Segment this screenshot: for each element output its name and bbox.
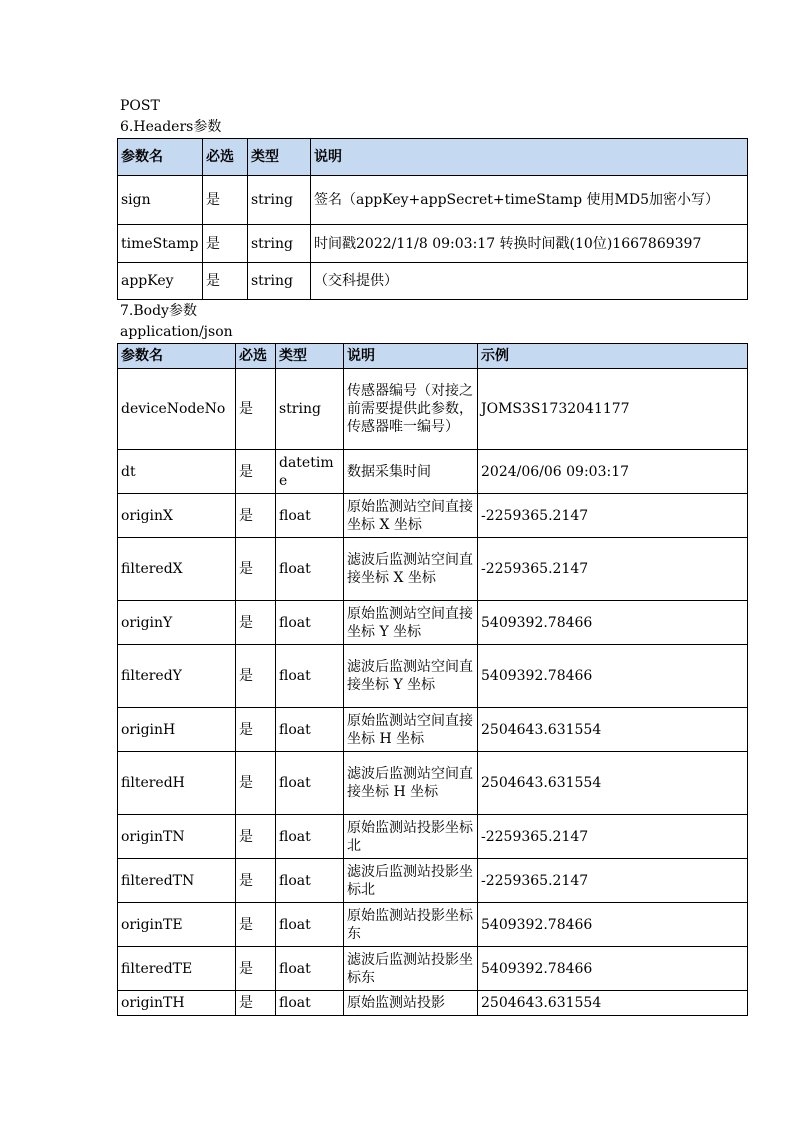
table-row xyxy=(118,225,748,263)
param-type: float xyxy=(276,708,344,752)
param-required: 是 xyxy=(236,903,276,947)
body-table xyxy=(117,343,748,1016)
param-type: float xyxy=(276,859,344,903)
body-section-title: 7.Body参数 xyxy=(120,303,197,319)
param-required: 是 xyxy=(203,225,248,263)
param-name: filteredH xyxy=(118,752,236,815)
param-type: float xyxy=(276,645,344,708)
param-name: filteredY xyxy=(118,645,236,708)
param-example: 5409392.78466 xyxy=(478,903,748,947)
param-example: JOMS3S1732041177 xyxy=(478,369,748,450)
param-type: datetime xyxy=(276,450,344,494)
table-row xyxy=(118,369,748,450)
param-name: filteredTE xyxy=(118,947,236,991)
param-description: 原始监测站空间直接坐标 H 坐标 xyxy=(344,708,478,752)
body-table-header xyxy=(118,344,748,369)
param-required: 是 xyxy=(236,538,276,601)
param-example: -2259365.2147 xyxy=(478,494,748,538)
param-example: 5409392.78466 xyxy=(478,947,748,991)
param-example: 5409392.78466 xyxy=(478,601,748,645)
param-name: originX xyxy=(118,494,236,538)
param-type: float xyxy=(276,601,344,645)
param-required: 是 xyxy=(236,450,276,494)
param-name: appKey xyxy=(118,263,203,300)
param-required: 是 xyxy=(203,176,248,225)
param-name: originH xyxy=(118,708,236,752)
table-row xyxy=(118,494,748,538)
param-required: 是 xyxy=(236,645,276,708)
param-required: 是 xyxy=(236,601,276,645)
headers-table xyxy=(117,138,748,300)
table-row xyxy=(118,601,748,645)
param-name: dt xyxy=(118,450,236,494)
param-example: -2259365.2147 xyxy=(478,815,748,859)
param-example: 2504643.631554 xyxy=(478,708,748,752)
param-name: originTH xyxy=(118,991,236,1016)
param-required: 是 xyxy=(236,859,276,903)
param-description: 时间戳2022/11/8 09:03:17 转换时间戳(10位)1667869397 xyxy=(311,225,748,263)
param-description: 滤波后监测站空间直接坐标 H 坐标 xyxy=(344,752,478,815)
table-row xyxy=(118,903,748,947)
param-type: float xyxy=(276,947,344,991)
param-description: 滤波后监测站投影坐标东 xyxy=(344,947,478,991)
table-row xyxy=(118,815,748,859)
param-required: 是 xyxy=(236,991,276,1016)
param-name: sign xyxy=(118,176,203,225)
column-header: 说明 xyxy=(344,344,478,369)
column-header: 类型 xyxy=(248,139,311,176)
column-header: 示例 xyxy=(478,344,748,369)
table-row xyxy=(118,176,748,225)
param-description: 原始监测站投影 xyxy=(344,991,478,1016)
param-example: 2504643.631554 xyxy=(478,991,748,1016)
table-row xyxy=(118,538,748,601)
param-name: originTN xyxy=(118,815,236,859)
column-header: 必选 xyxy=(203,139,248,176)
param-type: float xyxy=(276,903,344,947)
param-example: -2259365.2147 xyxy=(478,538,748,601)
param-type: float xyxy=(276,991,344,1016)
param-type: string xyxy=(276,369,344,450)
param-name: timeStamp xyxy=(118,225,203,263)
request-method: POST xyxy=(120,98,160,114)
param-required: 是 xyxy=(236,947,276,991)
table-row xyxy=(118,645,748,708)
param-required: 是 xyxy=(236,815,276,859)
param-required: 是 xyxy=(236,752,276,815)
param-name: originY xyxy=(118,601,236,645)
param-type: float xyxy=(276,494,344,538)
param-description: 滤波后监测站空间直接坐标 X 坐标 xyxy=(344,538,478,601)
param-example: -2259365.2147 xyxy=(478,859,748,903)
param-example: 5409392.78466 xyxy=(478,645,748,708)
table-row xyxy=(118,859,748,903)
param-name: deviceNodeNo xyxy=(118,369,236,450)
param-example: 2504643.631554 xyxy=(478,752,748,815)
param-required: 是 xyxy=(203,263,248,300)
table-row xyxy=(118,263,748,300)
param-type: float xyxy=(276,815,344,859)
param-type: string xyxy=(248,176,311,225)
table-row xyxy=(118,947,748,991)
param-example: 2024/06/06 09:03:17 xyxy=(478,450,748,494)
param-description: 滤波后监测站空间直接坐标 Y 坐标 xyxy=(344,645,478,708)
table-row xyxy=(118,991,748,1016)
column-header: 类型 xyxy=(276,344,344,369)
column-header: 参数名 xyxy=(118,139,203,176)
param-required: 是 xyxy=(236,369,276,450)
param-name: originTE xyxy=(118,903,236,947)
param-name: filteredTN xyxy=(118,859,236,903)
column-header: 必选 xyxy=(236,344,276,369)
param-description: 滤波后监测站投影坐标北 xyxy=(344,859,478,903)
param-name: filteredX xyxy=(118,538,236,601)
param-type: string xyxy=(248,263,311,300)
headers-section-title: 6.Headers参数 xyxy=(120,119,222,135)
param-description: 原始监测站空间直接坐标 Y 坐标 xyxy=(344,601,478,645)
headers-table-header xyxy=(118,139,748,176)
param-type: float xyxy=(276,538,344,601)
table-row xyxy=(118,708,748,752)
param-description: 签名（appKey+appSecret+timeStamp 使用MD5加密小写） xyxy=(311,176,748,225)
param-type: string xyxy=(248,225,311,263)
param-description: 原始监测站投影坐标东 xyxy=(344,903,478,947)
column-header: 说明 xyxy=(311,139,748,176)
param-description: 原始监测站空间直接坐标 X 坐标 xyxy=(344,494,478,538)
param-type: float xyxy=(276,752,344,815)
content-type-label: application/json xyxy=(120,324,233,340)
param-description: 原始监测站投影坐标北 xyxy=(344,815,478,859)
param-required: 是 xyxy=(236,494,276,538)
param-description: 传感器编号（对接之前需要提供此参数，传感器唯一编号） xyxy=(344,369,478,450)
param-description: 数据采集时间 xyxy=(344,450,478,494)
param-required: 是 xyxy=(236,708,276,752)
table-row xyxy=(118,450,748,494)
param-description: （交科提供） xyxy=(311,263,748,300)
table-row xyxy=(118,752,748,815)
column-header: 参数名 xyxy=(118,344,236,369)
